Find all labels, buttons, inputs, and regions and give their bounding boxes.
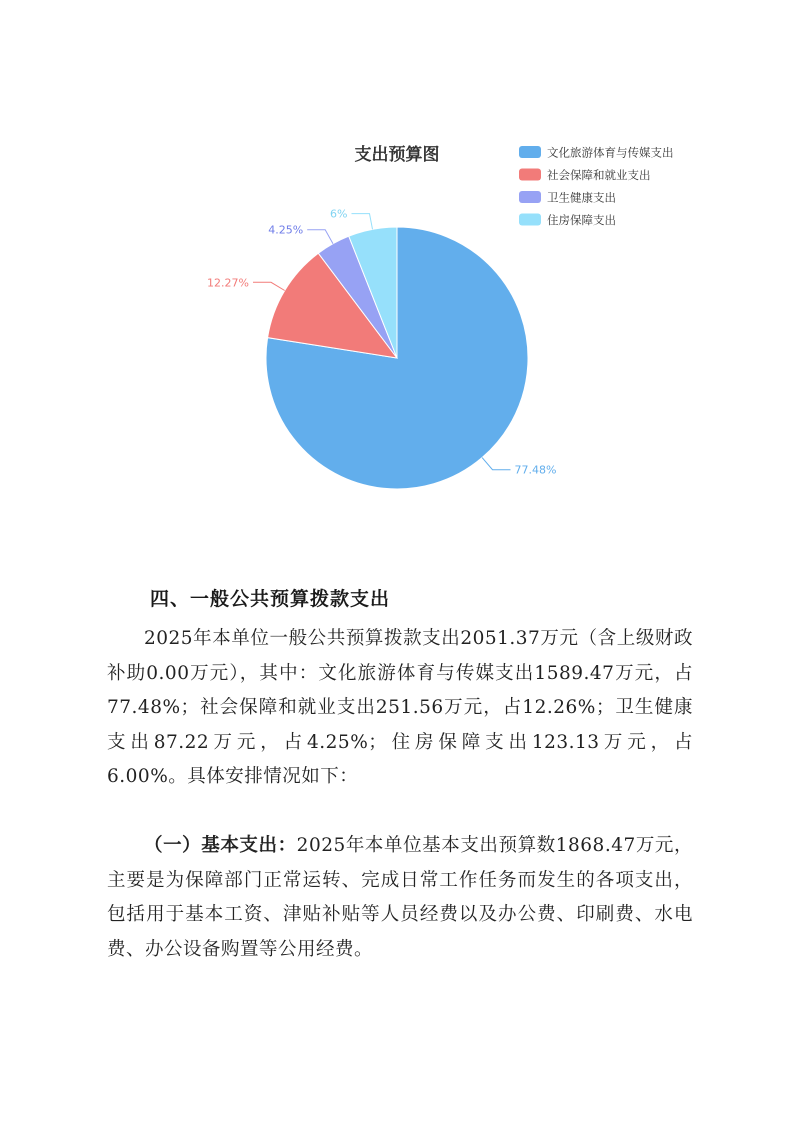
chart-legend <box>519 146 674 228</box>
legend-swatch <box>519 214 541 226</box>
legend-label: 住房保障支出 <box>547 213 616 227</box>
pie-percent-label: 4.25% <box>268 223 304 237</box>
leader-line <box>307 230 333 244</box>
chart-title: 支出预算图 <box>354 145 440 165</box>
leader-line <box>482 458 510 470</box>
paragraph-basic-expenditure <box>107 829 693 967</box>
legend-label: 文化旅游体育与传媒支出 <box>547 145 674 160</box>
pie-slices <box>266 227 528 489</box>
legend-swatch <box>519 146 541 158</box>
expenditure-pie-chart <box>0 0 793 520</box>
paragraph-general-budget: 2025年本单位一般公共预算拨款支出2051.37万元（含上级财政补助0.00万元），其中：文化旅游体育与传媒支出1589.47万元，占77.48%；社会保障和就业支出251.56万元，占12.26%；卫生健康支出87.22万元，占4.25%；住房保障支出123.13万元，占6.00%。具体安排情况如下： <box>107 628 693 788</box>
legend-swatch <box>519 169 541 181</box>
legend-swatch <box>519 191 541 203</box>
legend-label: 社会保障和就业支出 <box>547 168 651 182</box>
leader-line <box>352 214 373 230</box>
legend-label: 卫生健康支出 <box>547 190 616 205</box>
leader-line <box>253 282 285 290</box>
pie-percent-label: 6% <box>330 207 348 221</box>
paragraph-body: 2025年本单位基本支出预算数1868.47万元，主要是为保障部门正常运转、完成日常工作任务而发生的各项支出，包括用于基本工资、津贴补贴等人员经费以及办公费、印刷费、水电费、办公设备购置等公用经费。 <box>107 835 693 960</box>
pie-percent-label: 12.27% <box>207 276 249 290</box>
pie-percent-label: 77.48% <box>514 463 557 477</box>
section-heading: 四、一般公共预算拨款支出 <box>150 588 391 610</box>
paragraph-lead: （一）基本支出： <box>144 835 297 856</box>
